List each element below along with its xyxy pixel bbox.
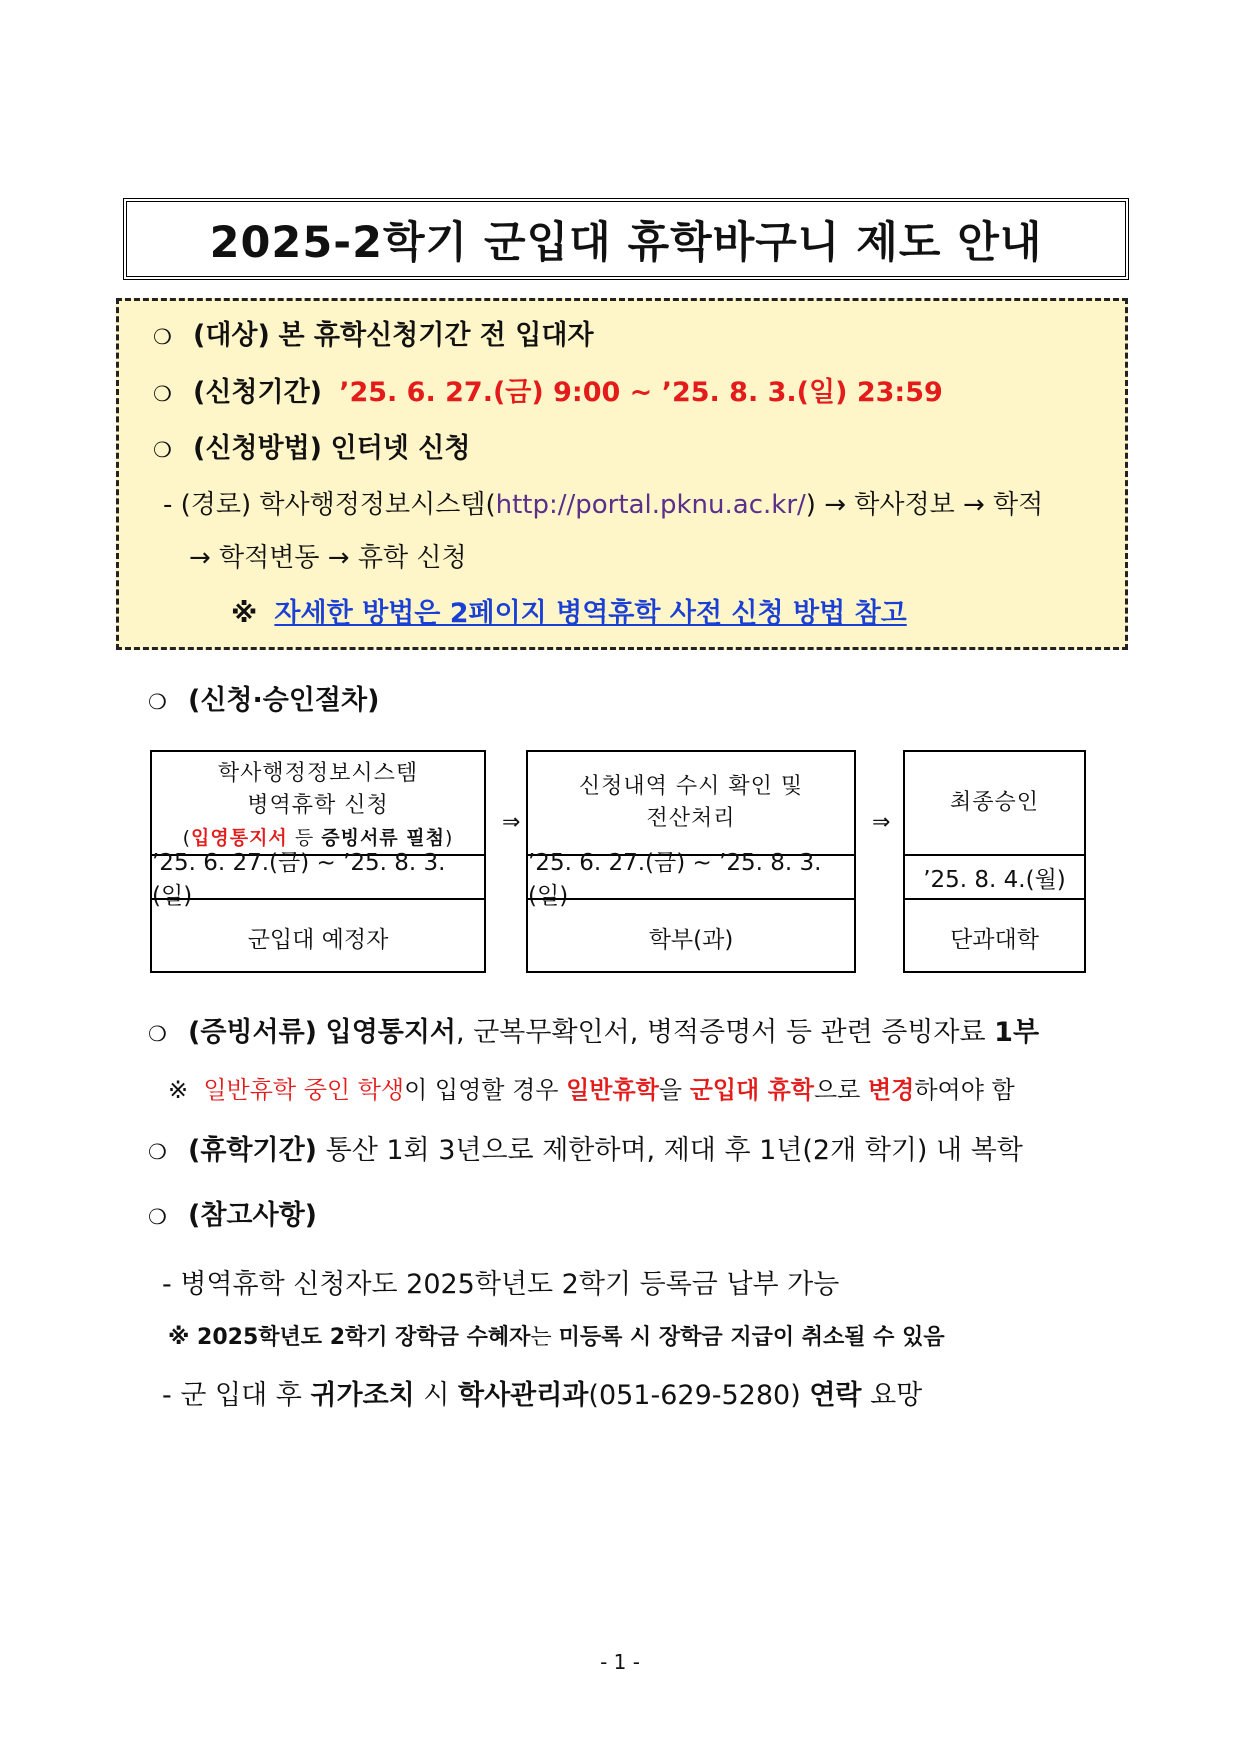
note-line bbox=[231, 591, 907, 630]
leave-period-line: ❍ (휴학기간) 통산 1회 3년으로 제한하며, 제대 후 1년(2개 학기) 내 복학 bbox=[148, 1135, 1023, 1166]
bullet-icon: ❍ bbox=[153, 325, 172, 349]
step2-date: ’25. 6. 27.(금) ~ ’25. 8. 3.(일) bbox=[528, 854, 854, 898]
step3-actor: 단과대학 bbox=[905, 898, 1084, 975]
route-suffix: ) → 학사정보 → 학적 bbox=[805, 490, 1044, 520]
period-label: (신청기간) bbox=[193, 377, 323, 408]
flow-step-1 bbox=[150, 750, 486, 973]
target-line bbox=[153, 313, 594, 352]
guide-link[interactable]: 자세한 방법은 2페이지 병역휴학 사전 신청 방법 참고 bbox=[274, 598, 907, 629]
step1-line1: 학사행정정보시스템 bbox=[217, 761, 419, 786]
documents-line: ❍ (증빙서류) 입영통지서, 군복무확인서, 병적증명서 등 관련 증빙자료 1부 bbox=[148, 1017, 1040, 1048]
target-label: (대상) bbox=[193, 320, 270, 351]
step2-actor: 학부(과) bbox=[528, 898, 854, 975]
method-label: (신청방법) bbox=[193, 433, 323, 464]
period-text: ’25. 6. 27.(금) 9:00 ~ ’25. 8. 3.(일) 23:59 bbox=[339, 377, 943, 408]
note-mark: ※ bbox=[231, 598, 258, 629]
bullet-icon: ❍ bbox=[153, 438, 172, 462]
remarks-note: ※ 2025학년도 2학기 장학금 수혜자는 미등록 시 장학금 지급이 취소될 수 있음 bbox=[168, 1325, 945, 1350]
flow-step-2 bbox=[526, 750, 856, 973]
bullet-icon: ❍ bbox=[153, 382, 172, 406]
portal-link[interactable]: http://portal.pknu.ac.kr/ bbox=[495, 490, 806, 520]
method-text: 인터넷 신청 bbox=[330, 433, 471, 464]
step1-date: ’25. 6. 27.(금) ~ ’25. 8. 3.(일) bbox=[152, 854, 484, 898]
flow-arrow-2: ⇒ bbox=[872, 810, 891, 835]
title-box bbox=[123, 198, 1129, 280]
step3-date: ’25. 8. 4.(월) bbox=[905, 854, 1084, 898]
bullet-icon: ❍ bbox=[148, 1205, 167, 1229]
bullet-icon: ❍ bbox=[148, 690, 167, 714]
page-number: - 1 - bbox=[600, 1650, 640, 1674]
route-line bbox=[163, 484, 1043, 521]
route-line-2: → 학적변동 → 휴학 신청 bbox=[189, 543, 467, 573]
remarks-item-2: - 군 입대 후 귀가조치 시 학사관리과(051-629-5280) 연락 요망 bbox=[162, 1380, 923, 1411]
bullet-icon: ❍ bbox=[148, 1140, 167, 1164]
remarks-heading: ❍ (참고사항) bbox=[148, 1200, 318, 1231]
step1-line3: (입영통지서 등 증빙서류 필첨) bbox=[182, 827, 454, 849]
method-line bbox=[153, 426, 470, 465]
flow-arrow-1: ⇒ bbox=[502, 810, 521, 835]
route-prefix: - (경로) 학사행정정보시스템( bbox=[163, 490, 496, 520]
step2-line1: 신청내역 수시 확인 및 bbox=[578, 774, 804, 799]
period-line bbox=[153, 370, 943, 409]
step1-line2: 병역휴학 신청 bbox=[247, 793, 389, 818]
bullet-icon: ❍ bbox=[148, 1022, 167, 1046]
procedure-heading: ❍ (신청·승인절차) bbox=[148, 685, 380, 716]
page-title: 2025-2학기 군입대 휴학바구니 제도 안내 bbox=[209, 217, 1043, 268]
documents-note: ※ 일반휴학 중인 학생이 입영할 경우 일반휴학을 군입대 휴학으로 변경하여야 함 bbox=[168, 1076, 1015, 1104]
step2-line2: 전산처리 bbox=[646, 806, 736, 831]
remarks-item-1: - 병역휴학 신청자도 2025학년도 2학기 등록금 납부 가능 bbox=[162, 1269, 840, 1300]
target-text: 본 휴학신청기간 전 입대자 bbox=[278, 320, 594, 351]
info-box bbox=[116, 298, 1128, 650]
step3-line1: 최종승인 bbox=[949, 790, 1039, 815]
flow-step-3 bbox=[903, 750, 1086, 973]
step1-actor: 군입대 예정자 bbox=[152, 898, 484, 975]
